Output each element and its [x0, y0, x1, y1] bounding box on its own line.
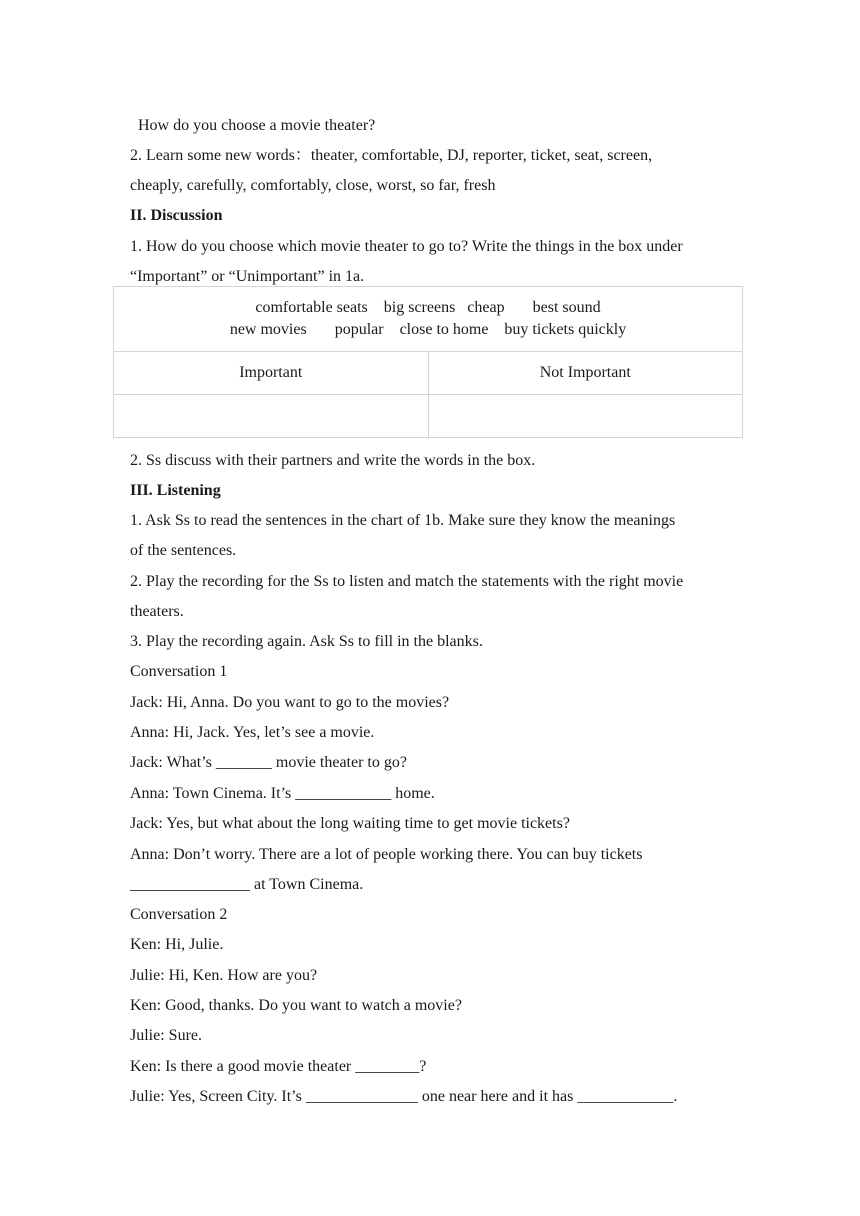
- conversation-1-line: Jack: What’s _______ movie theater to go?: [130, 754, 407, 771]
- conversation-2-line: Julie: Hi, Ken. How are you?: [130, 967, 318, 984]
- conversation-2-line: Ken: Is there a good movie theater ________?: [130, 1058, 427, 1075]
- conversation-1-line: Anna: Hi, Jack. Yes, let’s see a movie.: [130, 724, 375, 741]
- vocab-line-1: 2. Learn some new words：theater, comfortable, DJ, reporter, ticket, seat, screen,: [130, 147, 653, 164]
- conversation-1-line: _______________ at Town Cinema.: [130, 876, 364, 893]
- not-important-header: Not Important: [428, 352, 743, 395]
- discussion-q1-line-1: 1. How do you choose which movie theater to go to? Write the things in the box under: [130, 238, 683, 255]
- conversation-2-line: Ken: Hi, Julie.: [130, 936, 224, 953]
- listening-step-1-line-1: 1. Ask Ss to read the sentences in the chart of 1b. Make sure they know the meanings: [130, 512, 676, 529]
- intro-question: How do you choose a movie theater?: [138, 117, 376, 134]
- conversation-1-line: Jack: Hi, Anna. Do you want to go to the movies?: [130, 694, 450, 711]
- conversation-1-line: Anna: Town Cinema. It’s ____________ home.: [130, 785, 435, 802]
- conversation-1-line: Jack: Yes, but what about the long waiting time to get movie tickets?: [130, 815, 570, 832]
- listening-step-3: 3. Play the recording again. Ask Ss to fill in the blanks.: [130, 633, 483, 650]
- important-answer-cell[interactable]: [114, 395, 429, 438]
- discussion-heading: II. Discussion: [130, 207, 223, 224]
- discussion-q1-line-2: “Important” or “Unimportant” in 1a.: [130, 268, 365, 285]
- listening-heading: III. Listening: [130, 482, 221, 499]
- vocab-line-2: cheaply, carefully, comfortably, close, worst, so far, fresh: [130, 177, 496, 194]
- word-bank-line-2: new movies popular close to home buy tickets quickly: [229, 321, 627, 338]
- conversation-2-line: Julie: Sure.: [130, 1027, 202, 1044]
- listening-step-2-line-1: 2. Play the recording for the Ss to listen and match the statements with the right movie: [130, 573, 684, 590]
- word-bank-line-1: comfortable seats big screens cheap best sound: [255, 299, 601, 316]
- conversation-1-line: Anna: Don’t worry. There are a lot of people working there. You can buy tickets: [130, 846, 643, 863]
- conversation-2-line: Ken: Good, thanks. Do you want to watch a movie?: [130, 997, 462, 1014]
- not-important-answer-cell[interactable]: [428, 395, 743, 438]
- listening-step-2-line-2: theaters.: [130, 603, 184, 620]
- conversation-2-line: Julie: Yes, Screen City. It’s ______________ one near here and it has ____________.: [130, 1088, 678, 1105]
- word-sort-table: [113, 286, 743, 438]
- conversation-1-title: Conversation 1: [130, 663, 228, 680]
- listening-step-1-line-2: of the sentences.: [130, 542, 237, 559]
- important-header: Important: [114, 352, 429, 395]
- conversation-2-title: Conversation 2: [130, 906, 228, 923]
- word-bank-cell: [114, 287, 743, 352]
- discussion-step-2: 2. Ss discuss with their partners and write the words in the box.: [130, 452, 536, 469]
